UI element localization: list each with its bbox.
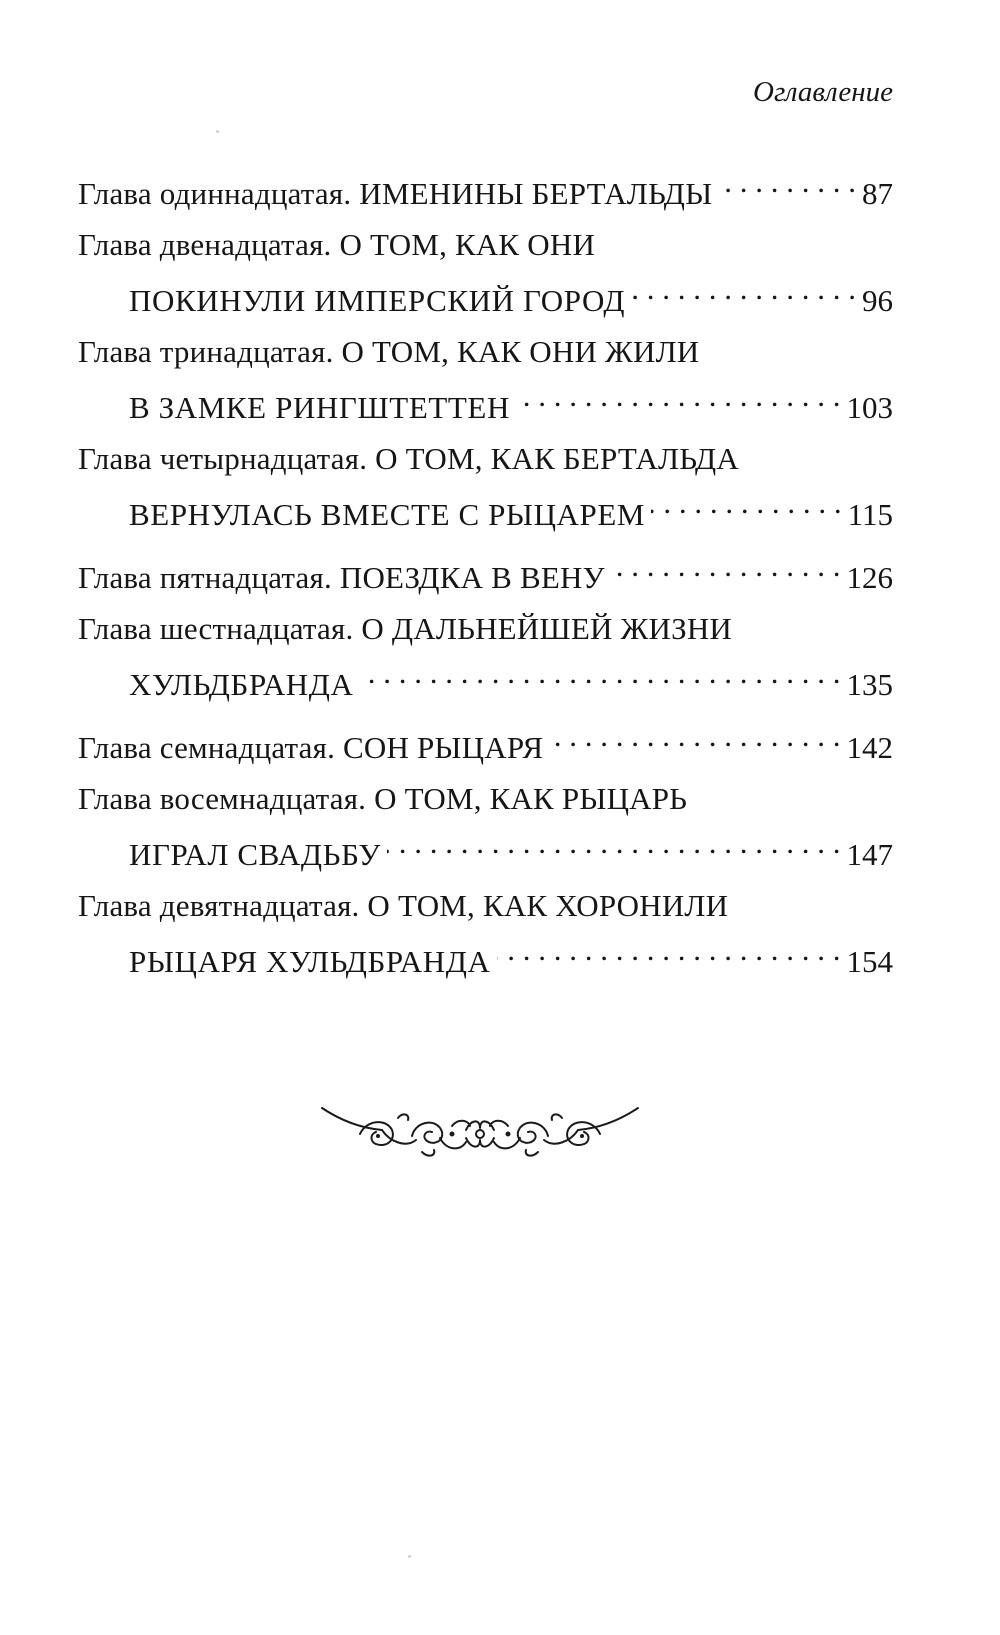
toc-entry[interactable]	[78, 544, 893, 595]
toc-entry-title: Глава четырнадцатая. О ТОМ, КАК БЕРТАЛЬДА	[78, 441, 739, 476]
toc-entry[interactable]	[78, 714, 893, 765]
toc-page-number: 115	[847, 497, 893, 532]
toc-entry[interactable]	[78, 884, 893, 979]
toc-entry[interactable]	[78, 160, 893, 211]
toc-line-continuation	[78, 481, 893, 532]
toc-page-number: 154	[846, 944, 893, 979]
toc-entry-title-cont: В ЗАМКЕ РИНГШТЕТТЕН	[129, 390, 510, 425]
toc-entry[interactable]	[78, 777, 893, 872]
dot-leader	[387, 821, 841, 865]
toc-entry-title: Глава двенадцатая. О ТОМ, КАК ОНИ	[78, 227, 596, 262]
toc-page-number: 147	[846, 837, 893, 872]
toc-entry-title: Глава девятнадцатая. О ТОМ, КАК ХОРОНИЛИ	[78, 888, 729, 923]
toc-entry-title-cont: ВЕРНУЛАСЬ ВМЕСТЕ С РЫЦАРЕМ	[129, 497, 646, 532]
toc-line	[78, 714, 893, 765]
table-of-contents	[78, 160, 893, 991]
dot-leader	[497, 928, 841, 972]
paper-speck	[408, 1555, 411, 1558]
toc-line	[78, 607, 893, 651]
toc-page-number: 135	[846, 667, 893, 702]
dot-leader	[549, 714, 840, 758]
toc-page-number: 126	[846, 560, 893, 595]
toc-page-number: 103	[846, 390, 893, 425]
toc-entry-title-cont: РЫЦАРЯ ХУЛЬДБРАНДА	[129, 944, 491, 979]
dot-leader	[516, 374, 841, 418]
dot-leader	[651, 481, 842, 525]
toc-line	[78, 330, 893, 374]
toc-entry-title-cont: ИГРАЛ СВАДЬБУ	[129, 837, 381, 872]
toc-page-number: 96	[862, 283, 893, 318]
dot-leader	[718, 160, 856, 204]
toc-line	[78, 777, 893, 821]
dot-leader	[360, 651, 841, 695]
toc-page-number: 142	[846, 730, 893, 765]
toc-entry[interactable]	[78, 330, 893, 425]
running-head: Оглавление	[753, 76, 893, 108]
toc-entry-title: Глава тринадцатая. О ТОМ, КАК ОНИ ЖИЛИ	[78, 334, 700, 369]
toc-entry[interactable]	[78, 223, 893, 318]
paper-speck	[216, 130, 219, 133]
toc-entry[interactable]	[78, 607, 893, 702]
toc-entry-title: Глава пятнадцатая. ПОЕЗДКА В ВЕНУ	[78, 560, 605, 595]
dot-leader	[631, 267, 856, 311]
toc-entry-title: Глава шестнадцатая. О ДАЛЬНЕЙШЕЙ ЖИЗНИ	[78, 611, 732, 646]
toc-line	[78, 223, 893, 267]
toc-entry-title: Глава семнадцатая. СОН РЫЦАРЯ	[78, 730, 544, 765]
toc-entry-title: Глава одиннадцатая. ИМЕНИНЫ БЕРТАЛЬДЫ	[78, 176, 713, 211]
floral-vignette-icon	[320, 1090, 640, 1170]
toc-entry-title: Глава восемнадцатая. О ТОМ, КАК РЫЦАРЬ	[78, 781, 688, 816]
toc-entry-title-cont: ХУЛЬДБРАНДА	[129, 667, 354, 702]
toc-line	[78, 884, 893, 928]
toc-line-continuation	[78, 928, 893, 979]
toc-page-number: 87	[862, 176, 893, 211]
toc-line-continuation	[78, 821, 893, 872]
toc-line	[78, 437, 893, 481]
toc-entry[interactable]	[78, 437, 893, 532]
toc-line-continuation	[78, 374, 893, 425]
toc-entry-title-cont: ПОКИНУЛИ ИМПЕРСКИЙ ГОРОД	[129, 283, 626, 318]
dot-leader	[611, 544, 841, 588]
toc-line-continuation	[78, 267, 893, 318]
toc-line	[78, 160, 893, 211]
toc-line-continuation	[78, 651, 893, 702]
toc-line	[78, 544, 893, 595]
